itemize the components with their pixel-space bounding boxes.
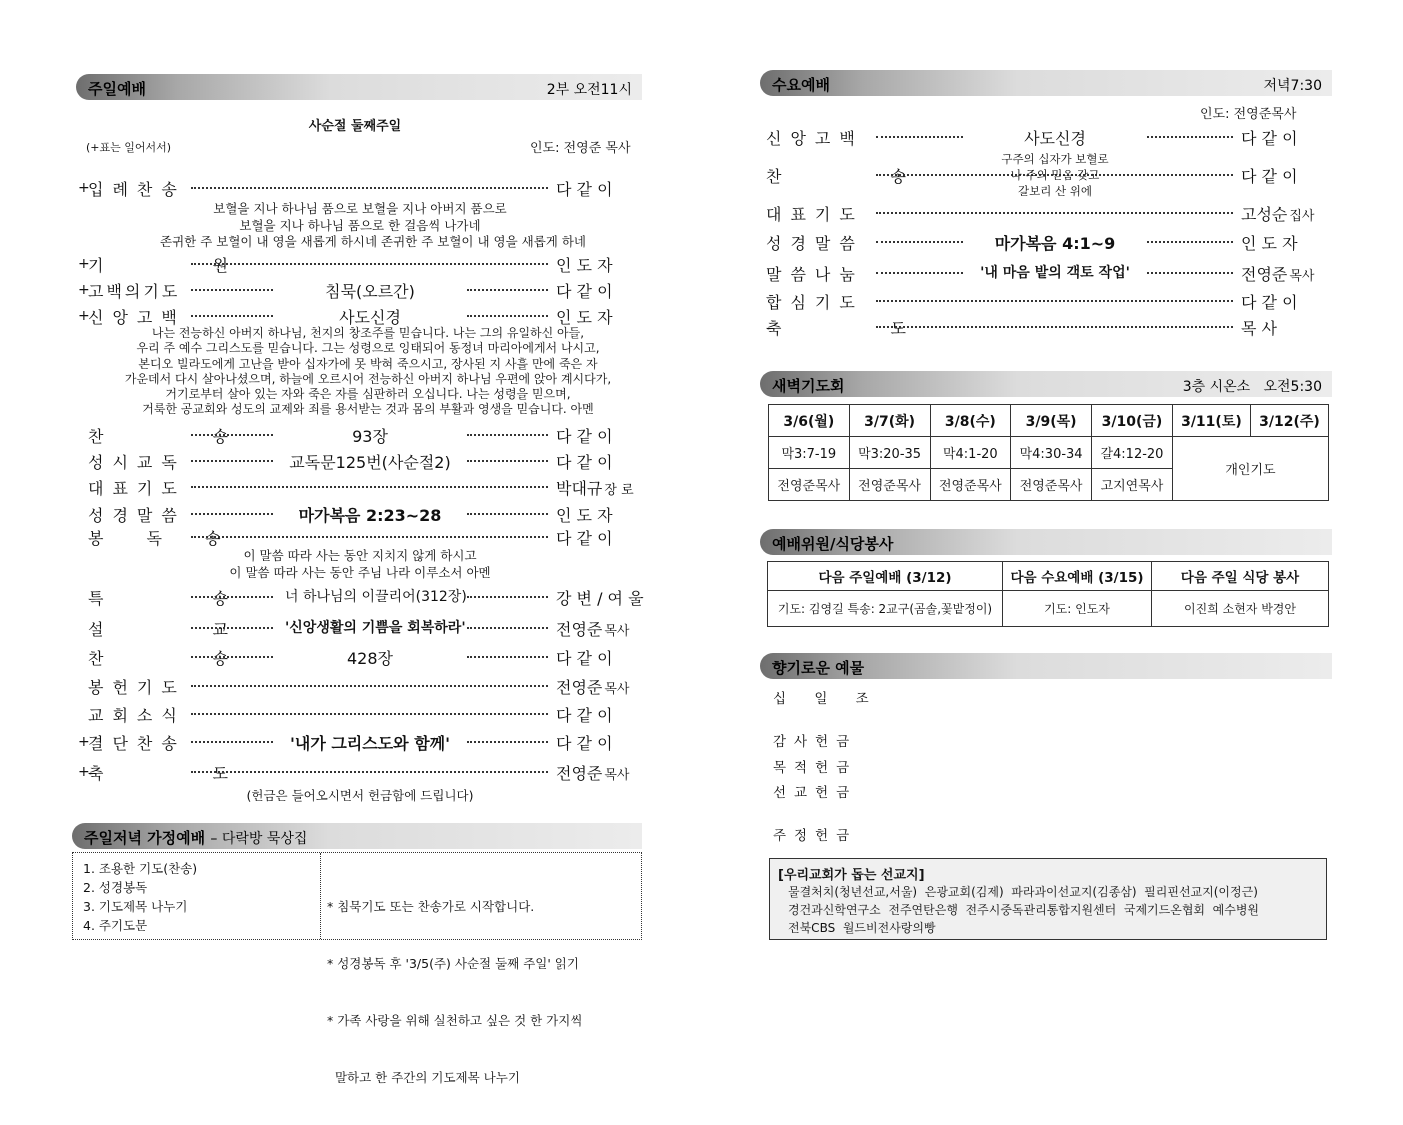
offerings-header <box>760 653 1332 679</box>
leader-dots <box>191 460 273 462</box>
order-detail: 교독문125번(사순절2) <box>289 453 451 472</box>
leader-dots <box>191 627 273 629</box>
presenter-name: 목 사 <box>1241 319 1277 338</box>
creed-line: 본디오 빌라도에게 고난을 받아 십자가에 못 박혀 죽으시고, 장사된 지 사흘 만에 죽은 자 <box>138 356 598 371</box>
order-presenter <box>556 731 613 754</box>
offering-note: (헌금은 들어오시면서 헌금함에 드립니다) <box>246 788 474 803</box>
dawn-title: 새벽기도회 <box>772 377 845 395</box>
offering-item: 선교헌금 <box>773 785 858 801</box>
family-step: 4. 주기도문 <box>83 918 148 933</box>
order-label: 성경말씀 <box>766 234 864 253</box>
order-row <box>766 126 1332 150</box>
family-note: * 침묵기도 또는 찬송가로 시작합니다. <box>327 899 535 914</box>
order-label: 합심기도 <box>766 293 864 312</box>
order-row <box>78 279 643 303</box>
presenter-name: 전영준 <box>556 678 603 697</box>
order-label: 특 송 <box>88 589 280 608</box>
family-note: 말하고 한 주간의 기도제목 나누기 <box>327 1070 520 1085</box>
sunday-title: 주일예배 <box>88 80 146 98</box>
family-header-text <box>84 827 307 848</box>
leader-dots <box>467 315 548 317</box>
leader-dots <box>467 513 548 515</box>
presenter-title: 목사 <box>604 768 630 783</box>
presenter-name: 다 같 이 <box>1241 293 1298 312</box>
order-detail: '신앙생활의 기쁨을 회복하라' <box>285 620 466 636</box>
order-presenter <box>1241 231 1298 254</box>
order-row <box>766 316 1332 340</box>
presenter-name: 인 도 자 <box>556 506 613 525</box>
order-row <box>78 450 643 474</box>
family-step: 3. 기도제목 나누기 <box>83 899 188 914</box>
order-presenter <box>556 503 613 526</box>
presenter-name: 다 같 이 <box>556 649 613 668</box>
passage-cell: 막4:1-20 <box>930 437 1011 469</box>
leader-dots <box>191 741 273 743</box>
order-row <box>78 253 643 277</box>
leader-cell: 전영준목사 <box>1011 469 1092 501</box>
order-row <box>766 262 1332 286</box>
stand-marker: + <box>78 764 90 780</box>
presenter-name: 다 같 이 <box>556 529 613 548</box>
family-note: * 성경봉독 후 '3/5(주) 사순절 둘째 주일' 읽기 <box>327 956 579 971</box>
stand-marker: + <box>78 308 90 324</box>
leader-dots <box>191 536 548 538</box>
creed-text <box>118 326 618 418</box>
leader-cell: 전영준목사 <box>930 469 1011 501</box>
order-label: 대표기도 <box>88 479 186 498</box>
order-row <box>78 731 643 755</box>
order-detail: '내 마음 밭의 객토 작업' <box>980 265 1130 281</box>
order-label: 결단찬송 <box>88 734 186 753</box>
family-step: 1. 조용한 기도(찬송) <box>83 861 198 876</box>
lyric-line: 구주의 십자가 보혈로 <box>1001 152 1109 166</box>
stand-marker: + <box>78 256 90 272</box>
presenter-name: 인 도 자 <box>556 308 613 327</box>
day-cell: 3/6(월) <box>769 405 850 437</box>
leader-dots <box>191 771 548 773</box>
presenter-name: 전영준 <box>1241 265 1288 284</box>
order-detail: 사도신경 <box>1024 129 1086 148</box>
leader-dots <box>1147 136 1233 138</box>
offering-item: 감사헌금 <box>773 734 858 750</box>
leader-dots <box>467 434 548 436</box>
order-label: 신앙고백 <box>766 129 864 148</box>
order-presenter <box>1241 202 1315 225</box>
order-row <box>766 290 1332 314</box>
leader-dots <box>876 136 963 138</box>
order-row <box>78 646 643 670</box>
order-label: 입례찬송 <box>88 180 186 199</box>
offering-lyrics <box>160 548 560 581</box>
leader-dots <box>467 460 548 462</box>
leader-dots <box>467 627 548 629</box>
leader-dots <box>191 486 548 488</box>
day-cell: 3/7(화) <box>849 405 930 437</box>
leader-dots <box>467 656 548 658</box>
order-label: 기 원 <box>88 256 280 275</box>
leader-dots <box>876 300 1233 302</box>
leader-cell: 고지연목사 <box>1092 469 1173 501</box>
presenter-name: 박대규 <box>556 479 603 498</box>
order-presenter <box>556 177 613 200</box>
family-subtitle: – 다락방 묵상집 <box>210 831 308 847</box>
passage-cell: 막3:20-35 <box>849 437 930 469</box>
order-presenter <box>556 586 644 609</box>
dawn-days-row <box>769 405 1329 437</box>
mission-line: 물결처치(청년선교,서울) 은광교회(김제) 파라과이선교지(김종삼) 필리핀선교지(이정근) <box>788 885 1258 899</box>
leader-dots <box>876 272 963 274</box>
creed-line: 나는 전능하신 아버지 하나님, 천지의 창조주를 믿습니다. 나는 그의 유일하신 아들, <box>151 326 585 340</box>
order-presenter <box>556 424 613 447</box>
order-detail: 93장 <box>352 427 388 446</box>
day-cell: 3/10(금) <box>1092 405 1173 437</box>
lyric-line: 보혈을 지나 하나님 품으로 보혈을 지나 아버지 품으로 <box>213 201 507 216</box>
presenter-name: 다 같 이 <box>556 734 613 753</box>
passage-cell: 갈4:12-20 <box>1092 437 1173 469</box>
committee-head: 다음 주일 식당 봉사 <box>1152 562 1329 591</box>
presenter-name: 강 변 / 여 울 <box>556 589 644 608</box>
committee-value: 기도: 인도자 <box>1003 591 1152 627</box>
order-presenter <box>556 253 613 276</box>
sunday-leader: 인도: 전영준 목사 <box>530 141 631 156</box>
mission-line: 경건과신학연구소 전주연탄은행 전주시중독관리통합지원센터 국제기드온협회 예수병원 <box>788 903 1260 917</box>
order-label: 축 도 <box>88 764 280 783</box>
presenter-name: 전영준 <box>556 764 603 783</box>
day-cell: 3/12(주) <box>1250 405 1328 437</box>
day-cell: 3/9(목) <box>1011 405 1092 437</box>
order-presenter <box>556 279 613 302</box>
presenter-name: 다 같 이 <box>1241 167 1298 186</box>
committee-value: 이진희 소현자 박경안 <box>1152 591 1329 627</box>
order-presenter <box>556 703 613 726</box>
lyric-line: 이 말씀 따라 사는 동안 지치지 않게 하시고 <box>243 548 477 563</box>
leader-cell: 전영준목사 <box>769 469 850 501</box>
leader-dots <box>191 315 273 317</box>
leader-dots <box>876 326 1233 328</box>
committee-table <box>767 561 1329 627</box>
creed-line: 가운데서 다시 살아나셨으며, 하늘에 오르시어 전능하신 아버지 하나님 우편에 앉아 계시다가, <box>124 371 612 386</box>
order-row <box>78 617 643 641</box>
order-label: 설 교 <box>88 620 280 639</box>
leader-dots <box>191 187 548 189</box>
wednesday-title: 수요예배 <box>772 76 830 94</box>
lyric-line: 존귀한 주 보혈이 내 영을 새롭게 하시네 존귀한 주 보혈이 내 영을 새롭게 하네 <box>160 234 586 249</box>
order-presenter <box>556 476 634 499</box>
order-detail: 사도신경 <box>339 308 401 327</box>
order-label: 고백의기도 <box>88 282 181 301</box>
leader-dots <box>191 656 273 658</box>
wednesday-leader: 인도: 전영준목사 <box>1200 107 1297 122</box>
leader-dots <box>876 241 963 243</box>
leader-dots <box>191 289 273 291</box>
wed-hymn-lyrics <box>985 151 1125 199</box>
family-step: 2. 성경봉독 <box>83 880 148 895</box>
committee-head: 다음 수요예배 (3/15) <box>1003 562 1152 591</box>
order-label: 축 도 <box>766 319 958 338</box>
order-label: 대표기도 <box>766 205 864 224</box>
committee-value: 기도: 김영길 특송: 2교구(곰솔,꽃밭정이) <box>768 591 1003 627</box>
wednesday-header <box>760 70 1332 96</box>
leader-dots <box>1147 241 1233 243</box>
presenter-name: 고성순 <box>1241 205 1288 224</box>
leader-dots <box>1147 272 1233 274</box>
missions-title: [우리교회가 돕는 선교지] <box>778 868 925 883</box>
dawn-passages-row <box>769 437 1329 469</box>
presenter-name: 다 같 이 <box>556 282 613 301</box>
order-row <box>78 424 643 448</box>
leader-dots <box>191 263 548 265</box>
presenter-name: 다 같 이 <box>556 453 613 472</box>
family-note: * 가족 사랑을 위해 실천하고 싶은 것 한 가지씩 <box>327 1013 583 1028</box>
family-box <box>72 852 642 1085</box>
committee-head: 다음 주일예배 (3/12) <box>768 562 1003 591</box>
dawn-table <box>768 404 1329 501</box>
order-label: 찬 송 <box>88 649 280 668</box>
presenter-title: 목사 <box>604 682 630 697</box>
leader-dots <box>876 212 1233 214</box>
presenter-name: 전영준 <box>556 620 603 639</box>
mission-line: 전북CBS 월드비전사랑의빵 <box>788 921 936 935</box>
presenter-name: 다 같 이 <box>1241 129 1298 148</box>
leader-cell: 전영준목사 <box>849 469 930 501</box>
order-row <box>78 675 643 699</box>
order-presenter <box>556 646 613 669</box>
family-right <box>327 853 637 1125</box>
leader-dots <box>467 741 548 743</box>
lyric-line: 나 주의 믿음 갖고 <box>1010 168 1100 182</box>
dawn-time: 3층 시온소 오전5:30 <box>1182 379 1322 395</box>
dawn-header <box>760 371 1332 397</box>
presenter-name: 인 도 자 <box>1241 234 1298 253</box>
presenter-title: 목사 <box>604 624 630 639</box>
order-detail: 너 하나님의 이끌리어(312장) <box>285 589 467 605</box>
presenter-name: 다 같 이 <box>556 427 613 446</box>
stand-note: (+표는 일어서서) <box>86 141 172 154</box>
order-row <box>766 231 1332 255</box>
leader-dots <box>191 513 273 515</box>
order-row <box>78 703 643 727</box>
day-cell: 3/8(수) <box>930 405 1011 437</box>
presenter-title: 장 로 <box>604 483 634 498</box>
stand-marker: + <box>78 734 90 750</box>
leader-dots <box>191 596 273 598</box>
order-label: 봉헌기도 <box>88 678 186 697</box>
day-cell: 3/11(토) <box>1172 405 1250 437</box>
leader-dots <box>191 434 273 436</box>
order-row <box>78 476 643 500</box>
order-presenter <box>556 617 630 640</box>
order-label: 말씀나눔 <box>766 265 864 284</box>
order-label: 성시교독 <box>88 453 186 472</box>
family-title: 주일저녁 가정예배 <box>84 829 206 847</box>
order-presenter <box>556 761 630 784</box>
order-detail: 침묵(오르간) <box>325 282 415 301</box>
order-row <box>78 503 643 527</box>
order-detail: 마가복음 4:1~9 <box>994 234 1116 253</box>
offering-item: 십 일 조 <box>773 691 881 707</box>
sunday-time: 2부 오전11시 <box>546 82 632 98</box>
committee-title: 예배위원/식당봉사 <box>772 535 894 553</box>
order-row <box>78 177 643 201</box>
sunday-header <box>76 74 642 100</box>
lyric-line: 갈보리 산 위에 <box>1018 184 1092 198</box>
order-label: 찬 송 <box>88 427 280 446</box>
lyric-line: 보혈을 지나 하나님 품으로 한 걸음씩 나가네 <box>239 217 481 233</box>
presenter-name: 다 같 이 <box>556 706 613 725</box>
creed-line: 거룩한 공교회와 성도의 교제와 죄를 용서받는 것과 몸의 부활과 영생을 믿습니다. 아멘 <box>142 402 594 417</box>
order-label: 신앙고백 <box>88 308 186 327</box>
leader-dots <box>191 713 548 715</box>
creed-line: 거기로부터 살아 있는 자와 죽은 자를 심판하러 오십니다. 나는 성령을 믿으며, <box>165 387 571 402</box>
stand-marker: + <box>78 282 90 298</box>
order-row <box>78 526 643 550</box>
wednesday-time: 저녁7:30 <box>1263 78 1322 94</box>
order-detail: '내가 그리스도와 함께' <box>289 734 451 753</box>
entrance-lyrics <box>160 201 586 251</box>
creed-line: 우리 주 예수 그리스도를 믿습니다. 그는 성령으로 잉태되어 동정녀 마리아에게서 나시고, <box>136 341 600 356</box>
stand-marker: + <box>78 180 90 196</box>
order-presenter <box>1241 262 1315 285</box>
sunday-theme: 사순절 둘째주일 <box>308 119 402 134</box>
order-label: 성경말씀 <box>88 506 186 525</box>
order-presenter <box>1241 316 1277 339</box>
order-presenter <box>1241 290 1298 313</box>
leader-dots <box>467 289 548 291</box>
offering-item: 주정헌금 <box>773 828 858 844</box>
order-presenter <box>556 675 630 698</box>
offering-item: 목적헌금 <box>773 760 858 776</box>
order-presenter <box>556 305 613 328</box>
order-detail: 428장 <box>347 649 393 668</box>
presenter-name: 다 같 이 <box>556 180 613 199</box>
offerings-title: 향기로운 예물 <box>772 659 865 677</box>
order-label: 봉 독 송 <box>88 529 240 548</box>
order-presenter <box>556 450 613 473</box>
family-header <box>72 823 642 849</box>
order-row <box>78 761 643 785</box>
order-label: 교회소식 <box>88 706 186 725</box>
presenter-title: 집사 <box>1289 209 1315 224</box>
personal-prayer-cell: 개인기도 <box>1172 437 1328 501</box>
presenter-title: 목사 <box>1289 269 1315 284</box>
committee-header-row <box>768 562 1329 591</box>
order-label: 찬 송 <box>766 167 958 186</box>
order-row <box>766 202 1332 226</box>
passage-cell: 막3:7-19 <box>769 437 850 469</box>
order-presenter <box>1241 164 1298 187</box>
lyric-line: 이 말씀 따라 사는 동안 주님 나라 이루소서 아멘 <box>229 564 491 580</box>
committee-value-row <box>768 591 1329 627</box>
order-detail: 마가복음 2:23~28 <box>298 506 442 525</box>
presenter-name: 인 도 자 <box>556 256 613 275</box>
order-presenter <box>556 526 613 549</box>
leader-dots <box>467 596 548 598</box>
leader-dots <box>191 685 548 687</box>
family-left <box>73 853 321 939</box>
order-presenter <box>1241 126 1298 149</box>
order-row <box>78 586 643 610</box>
missions-box <box>769 858 1327 940</box>
passage-cell: 막4:30-34 <box>1011 437 1092 469</box>
committee-header <box>760 529 1332 555</box>
